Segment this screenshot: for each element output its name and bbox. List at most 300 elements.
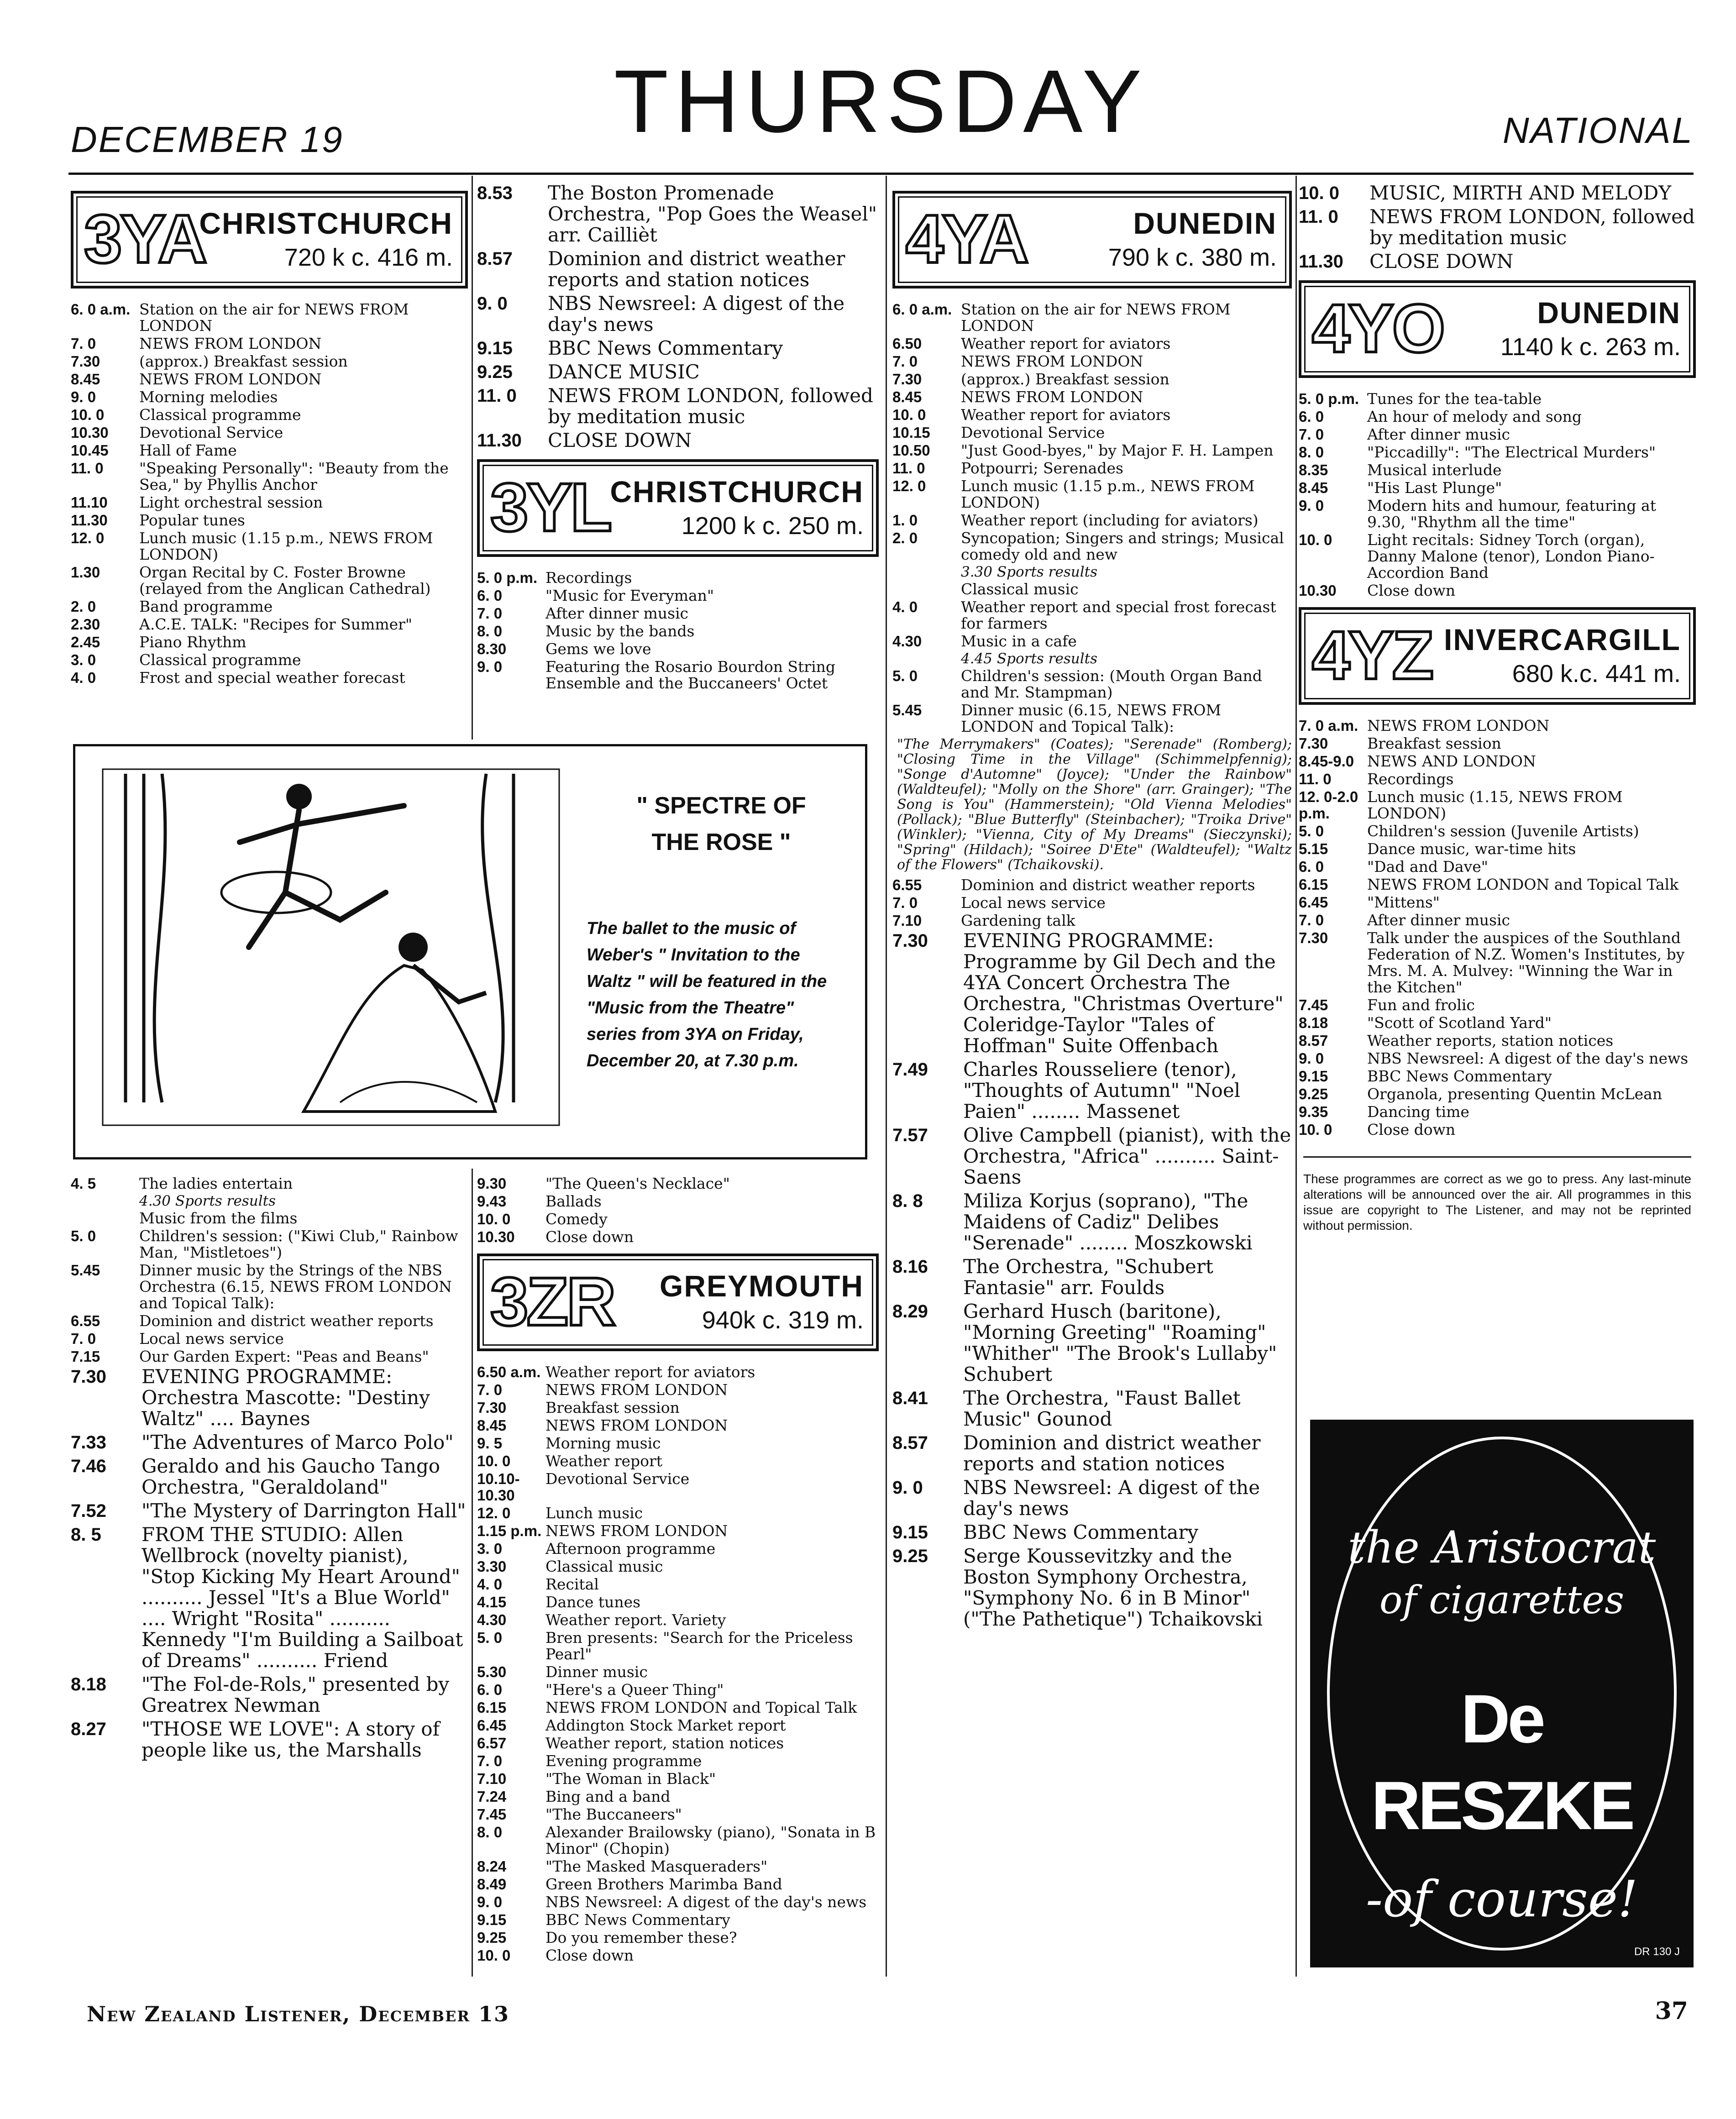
programme-time: 9. 0 [71,388,96,405]
programme-time: 7. 0 [71,335,96,352]
programme-title: Recordings [1367,770,1454,788]
programme-row [892,389,1292,405]
programme-time: 6.57 [477,1735,507,1752]
programme-row [477,362,879,383]
programme-row [71,1262,468,1311]
station-city: GREYMOUTH [660,1269,864,1303]
programme-time: 8.30 [477,640,507,657]
programme-title: "Scott of Scotland Yard" [1367,1014,1552,1032]
programme-list [477,183,879,451]
programme-time: 7.15 [71,1348,100,1365]
programme-row [1299,1015,1696,1031]
programme-title: NBS Newsreel: A digest of the day's news [548,292,845,336]
programme-row [71,652,468,668]
call-sign: 4YA [906,200,1028,277]
programme-time: 7.10 [892,912,922,929]
programme-title: Addington Stock Market report [545,1716,786,1734]
programme-row [71,336,468,352]
programme-title: Our Garden Expert: "Peas and Beans" [139,1348,429,1365]
programme-title: Organola, presenting Quentin McLean [1367,1085,1663,1103]
programme-title: After dinner music [1367,425,1510,443]
programme-row [71,301,468,334]
programme-time: 6. 0 a.m. [71,301,131,318]
programme-row [1299,391,1696,407]
programme-title: Music by the bands [545,622,695,640]
programme-time: 9.43 [477,1193,507,1210]
programme-title: Frost and special weather forecast [139,669,405,687]
programme-time: 9. 0 [1299,497,1324,514]
programme-time: 5. 0 p.m. [477,569,538,586]
station-city: INVERCARGILL [1444,623,1681,656]
programme-row [477,1735,879,1752]
call-sign: 3ZR [490,1263,614,1340]
station-city: DUNEDIN [1537,296,1681,330]
programme-row [1299,1050,1696,1067]
programme-title: Dominion and district weather reports and station notices [963,1432,1261,1475]
programme-row [477,1806,879,1823]
programme-row [477,1229,879,1245]
programme-row [477,1453,879,1469]
programme-time: 8.45 [1299,479,1328,496]
programme-time: 6.50 [892,335,922,352]
programme-row [477,385,879,427]
programme-time: 7.30 [1299,735,1328,752]
programme-row [477,1471,879,1504]
page-day-title: THURSDAY [614,52,1149,151]
programme-time: 8.35 [1299,462,1328,478]
programme-time: 12. 0-2.0 p.m. [1299,788,1358,822]
programme-row [71,1500,468,1521]
programme-list [477,1175,879,1245]
programme-row [892,599,1292,632]
programme-title: Breakfast session [545,1399,680,1416]
programme-row [477,1435,879,1452]
programme-time: 10.50 [892,442,930,459]
programme-title: NBS Newsreel: A digest of the day's news [963,1476,1260,1520]
programme-time: 9.15 [892,1522,928,1542]
programme-title: NEWS AND LONDON [1367,752,1536,770]
programme-list [892,930,1292,1630]
programme-time: 10. 0 [71,406,105,423]
programme-row [892,633,1292,650]
programme-title: Tunes for the tea-table [1367,390,1542,408]
programme-row [477,587,879,604]
programme-list [1299,183,1696,272]
network-name: NATIONAL [1502,110,1694,151]
programme-row [477,1558,879,1575]
programme-time: 11.10 [71,494,108,511]
programme-row [71,1674,468,1716]
programme-title: EVENING PROGRAMME: Programme by Gil Dech and the 4YA Concert Orchestra The Orchestra, "Christmas Overture" Coleridge-Taylor "Tales of Hoffman" Suite Offenbach [963,929,1284,1057]
programme-title: "The Fol-de-Rols," presented by Greatrex Newman [142,1673,450,1716]
programme-title: Local news service [139,1330,284,1348]
programme-time: 10.30 [1299,582,1337,599]
programme-title: "The Masked Masqueraders" [545,1857,768,1875]
programme-time: 8.24 [477,1858,507,1875]
programme-row [892,1522,1292,1543]
programme-row [1299,841,1696,857]
programme-title: Charles Rousseliere (tenor), "Thoughts of Autumn" "Noel Paien" ........ Massenet [963,1058,1241,1122]
programme-time: 8.57 [1299,1032,1328,1049]
programme-time: 11.30 [477,430,522,451]
ad-line-1: the Aristocrat [1348,1522,1656,1573]
publication-footer: New Zealand Listener, December 13 [87,2002,510,2026]
station-4ya [892,183,1292,1632]
station-3ya [71,183,468,687]
programme-title: The Boston Promenade Orchestra, "Pop Goes the Weasel" arr. Caillièt [548,182,877,246]
ad-tagline: -of course! [1365,1870,1638,1928]
programme-title: NEWS FROM LONDON [961,352,1143,370]
programme-time: 7. 0 [477,605,503,622]
programme-row [71,1175,468,1192]
programme-title: Serge Koussevitzky and the Boston Symphony Orchestra, "Symphony No. 6 in B Minor" ("The Pathetique") Tchaikovski [963,1545,1263,1630]
programme-title: "The Queen's Necklace" [545,1175,730,1192]
programme-title: BBC News Commentary [548,337,783,359]
programme-time: 9.25 [1299,1086,1328,1102]
programme-time: 7.52 [71,1501,106,1521]
programme-time: 3. 0 [477,1540,503,1557]
programme-time: 9.35 [1299,1103,1328,1120]
programme-time: 7. 0 [892,894,918,911]
programme-time: 5. 0 [892,667,918,684]
programme-title: Devotional Service [139,424,283,441]
programme-title: Children's session (Juvenile Artists) [1367,822,1639,840]
programme-time: 7.30 [892,931,928,951]
programme-time: 6. 0 [477,587,503,604]
programme-time: 9.25 [892,1546,928,1566]
programme-row [477,1400,879,1416]
programme-time: 7.57 [892,1125,928,1145]
programme-row [1299,735,1696,752]
programme-title: Ballads [545,1192,602,1210]
programme-title: "Piccadilly": "The Electrical Murders" [1367,443,1656,461]
page-date: DECEMBER 19 [71,119,344,160]
programme-title: Fun and frolic [1367,996,1475,1014]
programme-row [71,407,468,423]
column-4 [1299,183,1696,1247]
programme-title: Do you remember these? [545,1929,737,1946]
programme-row [71,1366,468,1429]
programme-row [477,1876,879,1893]
ad-line-2: of cigarettes [1379,1578,1625,1622]
programme-row [892,530,1292,563]
programme-subitem: Music from the films [139,1209,298,1227]
ad-brand: De RESZKE [1371,1680,1633,1844]
station-frequency: 1200 k c. 250 m. [681,512,864,540]
column-2-top [477,183,879,693]
programme-row [1299,1104,1696,1120]
programme-time: 6. 0 [1299,858,1324,875]
programme-row [892,1256,1292,1298]
programme-row [71,442,468,459]
programme-subitem: 4.30 Sports results [139,1193,276,1209]
programme-list [892,301,1292,735]
programme-title: Gems we love [545,640,651,658]
programme-row [892,1301,1292,1385]
promo-title: " SPECTRE OF THE ROSE " [636,792,806,855]
programme-row [1299,532,1696,581]
programme-time: 6.50 a.m. [477,1364,541,1380]
programme-time: 6. 0 [477,1681,503,1698]
programme-time: 10. 0 [1299,531,1332,548]
programme-time: 2.45 [71,634,100,650]
programme-time: 11. 0 [71,460,104,477]
programme-title: BBC News Commentary [545,1911,730,1929]
programme-time: 7.45 [477,1806,507,1823]
programme-time: 8.45-9.0 [1299,753,1354,770]
station-3ya-evening [71,1175,468,1763]
programme-title: NEWS FROM LONDON [139,335,322,352]
programme-row [71,670,468,686]
programme-title: "Dad and Dave" [1367,858,1488,876]
programme-row [1299,251,1696,272]
programme-row [71,634,468,650]
programme-row [71,460,468,493]
programme-title: "The Buccaneers" [545,1805,682,1823]
programme-title: Lunch music (1.15 p.m., NEWS FROM LONDON) [139,529,433,563]
programme-row [1299,498,1696,530]
programme-time: 3.30 [477,1558,507,1575]
programme-title: "THOSE WE LOVE": A story of people like us, the Marshalls [142,1718,440,1761]
programme-time: 8.57 [892,1433,928,1453]
programme-time: 9. 0 [1299,1050,1324,1067]
programme-row [1299,823,1696,839]
programme-row [477,570,879,586]
column-divider [472,1169,473,1977]
programme-title: Gerhard Husch (baritone), "Morning Greeting" "Roaming" "Whither" "The Brook's Lullaby" Schubert [963,1300,1277,1385]
programme-time: 4.30 [477,1611,507,1628]
programme-title: Gardening talk [961,912,1075,929]
programme-time: 11. 0 [892,460,925,477]
programme-time: 11. 0 [1299,207,1338,227]
programme-time: 7.30 [71,1367,106,1387]
programme-title: Weather report for aviators [961,406,1171,424]
programme-time: 8.41 [892,1388,928,1408]
programme-title: NEWS FROM LONDON [545,1416,728,1434]
programme-row [1299,930,1696,996]
programme-title: Classical programme [139,651,301,669]
programme-time: 8. 0 [477,623,503,640]
station-frequency: 1140 k c. 263 m. [1500,333,1681,361]
programme-title: Organ Recital by C. Foster Browne (relayed from the Anglican Cathedral) [139,563,431,598]
programme-time: 6.15 [1299,876,1328,893]
programme-time: 7. 0 a.m. [1299,717,1358,734]
programme-time: 5. 0 [1299,823,1324,839]
programme-time: 6.15 [477,1699,507,1716]
programme-title: A.C.E. TALK: "Recipes for Summer" [139,615,413,633]
programme-title: Close down [1367,1121,1456,1138]
programme-time: 8.18 [1299,1014,1328,1031]
programme-row [1299,183,1696,204]
programme-row [1299,859,1696,875]
programme-title: Alexander Brailowsky (piano), "Sonata in B Minor" (Chopin) [545,1823,876,1857]
programme-row [71,371,468,388]
programme-title: Recordings [545,569,632,587]
programme-title: Miliza Korjus (soprano), "The Maidens of Cadiz" Delibes "Serenade" ........ Moszkowski [963,1190,1253,1254]
programme-row [71,1432,468,1453]
station-banner-3ya [71,191,468,288]
programme-time: 2. 0 [892,530,918,546]
programme-time: 7. 0 [71,1330,96,1347]
programme-title: NEWS FROM LONDON [545,1522,728,1540]
programme-title: (approx.) Breakfast session [961,370,1170,388]
programme-time: 9. 0 [892,1478,923,1498]
programme-time: 12. 0 [71,530,105,546]
call-sign: 3YL [490,469,611,545]
ballet-promo [73,744,867,1159]
programme-time: 10.15 [892,424,930,441]
programme-row [71,1524,468,1671]
programme-row [1299,789,1696,822]
column-divider [472,176,473,740]
programme-title: Station on the air for NEWS FROM LONDON [139,300,409,335]
programme-time: 9. 5 [477,1435,503,1452]
ballet-dancers-illustration [84,755,577,1148]
programme-title: Weather report. Variety [545,1611,726,1629]
programme-row [477,1894,879,1910]
programme-title: Lunch music (1.15, NEWS FROM LONDON) [1367,788,1623,822]
programme-row [1299,206,1696,248]
programme-row [71,1313,468,1329]
programme-title: Classical music [545,1558,663,1575]
programme-row [1299,1068,1696,1085]
programme-title: Close down [545,1946,634,1964]
programme-row [477,1947,879,1964]
programme-time: 8.49 [477,1876,507,1893]
programme-time: 5. 0 p.m. [1299,390,1359,407]
dinner-music-list: "The Merrymakers" (Coates); "Serenade" (Romberg); "Closing Time in the Village" (Schimmelpfennig); "Songe d'Automne" (Joyce); "Under the Rainbow" (Waldteufel); "Molly on the Shore" (arr. Grainger); "The Song is You" (Hammerstein); "Old Vienna Melodies" (Pollack); "Blue Butterfly" (Steinbacher); "Troika Drive" (Winkler); "Vienna, City of My Dreams" (Sieczynski); "Spring" (Hildach); "Soiree D'Ete" (Waldteufel); "Waltz of the Flowers" (Tchaikovski). [897,736,1292,873]
programme-row [892,1546,1292,1630]
programme-title: Afternoon programme [545,1540,716,1558]
programme-title: Dance music, war-time hits [1367,840,1576,858]
programme-time: 8.27 [71,1719,106,1739]
programme-list [71,1366,468,1761]
programme-time: 10. 0 [477,1453,511,1469]
programme-row [477,1175,879,1192]
masthead [68,50,1694,173]
programme-subitem: 3.30 Sports results [961,564,1097,580]
programme-title: Dominion and district weather reports [139,1312,434,1330]
programme-row [1299,1086,1696,1102]
programme-time: 7.30 [477,1399,507,1416]
programme-time: 6.45 [1299,894,1328,911]
station-banner-3zr [477,1254,879,1351]
programme-title: Lunch music (1.15 p.m., NEWS FROM LONDON) [961,477,1255,511]
programme-title: Weather report and special frost forecast for farmers [961,598,1276,632]
programme-row [892,877,1292,893]
station-banner-3yl [477,459,879,557]
programme-title: NEWS FROM LONDON [961,388,1143,406]
programme-row [71,1456,468,1498]
programme-row [1299,582,1696,599]
programme-row [477,248,879,290]
programme-time: 10. 0 [477,1211,511,1227]
programme-row [892,1125,1292,1188]
programme-time: 10. 0 [477,1947,511,1964]
programme-title: Comedy [545,1210,608,1228]
programme-title: Music in a cafe [961,632,1077,650]
programme-title: NEWS FROM LONDON, followed by meditation music [1369,205,1695,249]
programme-row [1299,876,1696,893]
programme-title: Dominion and district weather reports and station notices [548,247,845,291]
station-banner-4ya [892,191,1292,288]
programme-time: 5.45 [892,702,922,719]
station-banner-4yz [1299,607,1696,705]
programme-time: 4. 0 [477,1576,503,1593]
programme-time: 4. 0 [892,598,918,615]
header-rule [68,173,1694,175]
programme-row [71,512,468,529]
programme-row [477,1858,879,1875]
programme-row [477,1364,879,1380]
programme-time: 5.45 [71,1262,100,1279]
column-divider [1295,176,1297,1977]
programme-time: 8. 5 [71,1525,101,1545]
programme-title: CLOSE DOWN [548,429,692,451]
programme-time: 5.30 [477,1663,507,1680]
programme-row [892,895,1292,911]
programme-row [71,564,468,597]
programme-title: (approx.) Breakfast session [139,352,348,370]
programme-time: 9. 0 [477,1893,503,1910]
programme-time: 11. 0 [477,386,517,406]
programme-time: 4. 0 [71,669,96,686]
programme-time: 10.30 [71,424,109,441]
programme-time: 4. 5 [71,1175,96,1192]
programme-row [1299,718,1696,734]
programme-title: Local news service [961,894,1106,912]
programme-row [892,407,1292,423]
programme-title: The Orchestra, "Schubert Fantasie" arr. Foulds [963,1255,1213,1299]
programme-time: 9.15 [1299,1068,1328,1085]
programme-title: After dinner music [545,604,689,622]
programme-time: 10.10-10.30 [477,1470,520,1504]
programme-time: 9.15 [477,1911,507,1928]
programme-time: 11.30 [71,512,108,529]
programme-time: 1. 0 [892,512,918,529]
programme-time: 6.55 [71,1312,100,1329]
column-divider [886,176,887,1977]
programme-title: Dancing time [1367,1103,1469,1121]
promo-description: The ballet to the music of Weber's " Invitation to the Waltz " will be featured in the "Music from the Theatre" series from 3YA on Friday, December 20, at 7.30 p.m. [587,919,827,1070]
programme-row [477,1594,879,1610]
programme-row [1299,894,1696,911]
programme-row [477,1382,879,1398]
programme-row [1299,1033,1696,1049]
programme-title: Dominion and district weather reports [961,876,1255,894]
programme-time: 6. 0 [1299,408,1324,425]
programme-time: 7.30 [71,353,100,370]
programme-row [892,668,1292,701]
programme-title: "His Last Plunge" [1367,479,1502,497]
station-city: DUNEDIN [1133,206,1277,240]
programme-title: NEWS FROM LONDON, followed by meditation music [548,384,873,428]
programme-row [477,1211,879,1227]
programme-time: 7.24 [477,1788,507,1805]
programme-row [477,641,879,657]
programme-time: 9.15 [477,338,513,358]
programme-time: 6.55 [892,876,922,893]
programme-title: Weather report for aviators [545,1363,755,1381]
programme-time: 7.33 [71,1432,106,1453]
programme-row [477,1930,879,1946]
programme-title: Dinner music by the Strings of the NBS Orchestra (6.15, NEWS FROM LONDON and Topical Talk): [139,1261,452,1312]
programme-title: Dinner music (6.15, NEWS FROM LONDON and Topical Talk): [961,701,1222,735]
programme-time: 11. 0 [1299,771,1332,787]
programme-row [477,1193,879,1210]
programme-row [477,1699,879,1716]
programme-row [477,430,879,451]
